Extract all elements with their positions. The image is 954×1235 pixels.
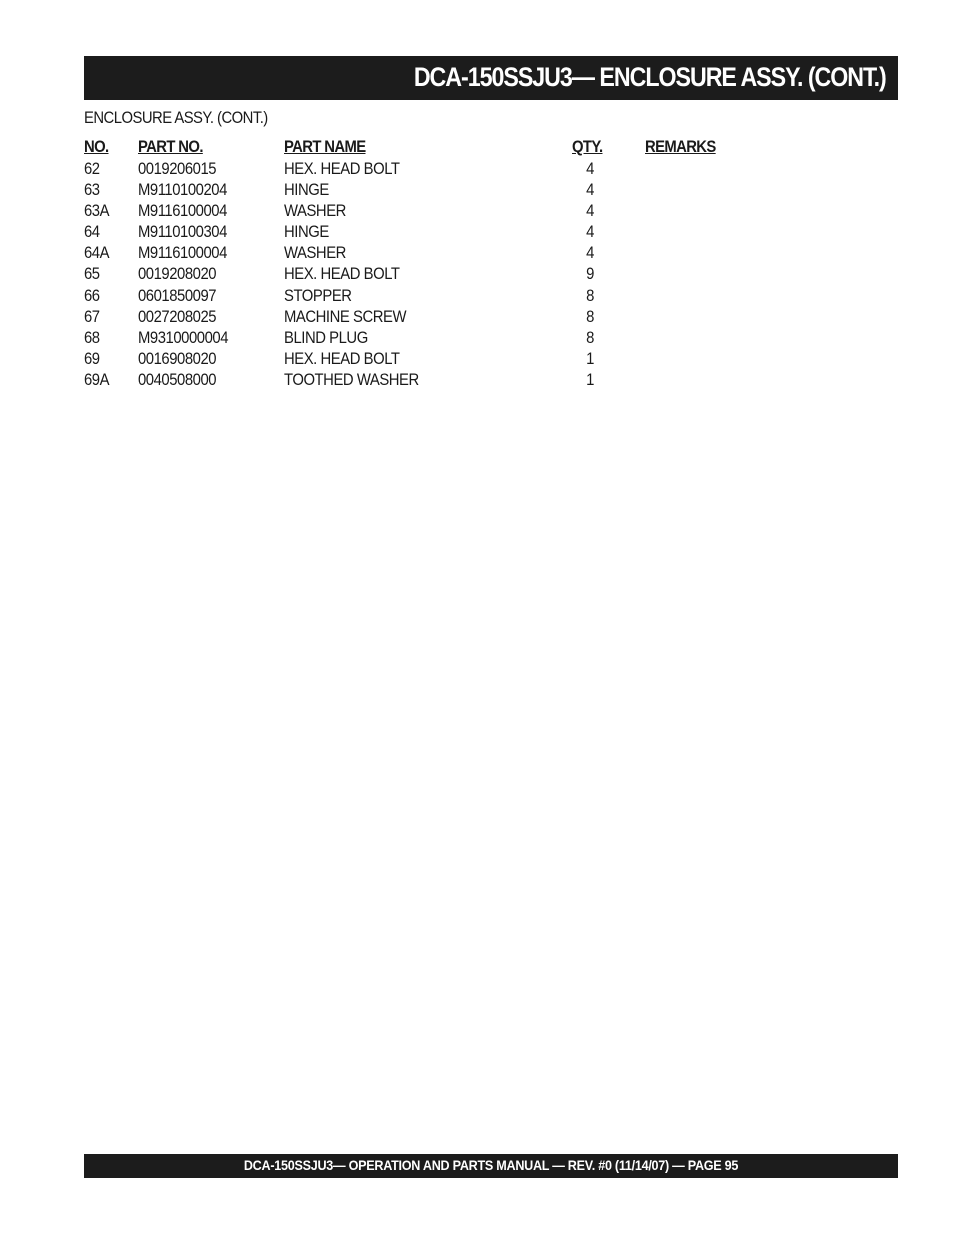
cell-part-no: 0019208020 xyxy=(138,265,217,284)
cell-no: 69 xyxy=(84,349,100,368)
cell-no: 62 xyxy=(84,160,100,178)
cell-no: 64 xyxy=(84,223,100,242)
cell-qty: 4 xyxy=(586,244,594,263)
cell-qty: 4 xyxy=(586,223,594,242)
cell-qty: 4 xyxy=(586,160,594,178)
cell-part-no: M9116100004 xyxy=(138,202,227,221)
cell-qty: 8 xyxy=(586,286,594,305)
column-header-part-no: PART NO. xyxy=(138,138,203,156)
cell-qty: 4 xyxy=(586,181,594,200)
column-header-no: NO. xyxy=(84,138,109,156)
column-header-part-name: PART NAME xyxy=(284,138,366,156)
cell-part-name: HEX. HEAD BOLT xyxy=(284,160,400,178)
cell-part-name: HEX. HEAD BOLT xyxy=(284,349,400,368)
cell-part-name: TOOTHED WASHER xyxy=(284,370,419,389)
cell-no: 64A xyxy=(84,244,110,263)
cell-qty: 1 xyxy=(586,349,594,368)
cell-no: 66 xyxy=(84,286,100,305)
cell-part-name: HEX. HEAD BOLT xyxy=(284,265,400,284)
parts-table xyxy=(84,138,784,392)
cell-part-no: 0027208025 xyxy=(138,307,217,326)
cell-part-no: M9110100304 xyxy=(138,223,227,242)
cell-part-no: M9110100204 xyxy=(138,181,227,200)
table-row xyxy=(84,308,784,329)
cell-part-name: WASHER xyxy=(284,244,346,263)
table-row xyxy=(84,223,784,244)
footer-bar xyxy=(84,1154,898,1178)
table-row xyxy=(84,244,784,265)
table-row xyxy=(84,350,784,371)
table-row xyxy=(84,371,784,392)
cell-part-no: 0601850097 xyxy=(138,286,217,305)
section-heading: ENCLOSURE ASSY. (CONT.) xyxy=(84,109,268,127)
table-row xyxy=(84,287,784,308)
cell-part-no: M9310000004 xyxy=(138,328,229,347)
cell-part-name: STOPPER xyxy=(284,286,352,305)
table-row xyxy=(84,265,784,286)
cell-qty: 1 xyxy=(586,370,594,389)
cell-qty: 9 xyxy=(586,265,594,284)
cell-no: 69A xyxy=(84,370,110,389)
table-row xyxy=(84,329,784,350)
cell-part-no: 0016908020 xyxy=(138,349,217,368)
cell-part-name: WASHER xyxy=(284,202,346,221)
page-title: DCA-150SSJU3— ENCLOSURE ASSY. (CONT.) xyxy=(414,62,886,92)
cell-qty: 4 xyxy=(586,202,594,221)
table-row xyxy=(84,202,784,223)
column-header-qty: QTY. xyxy=(572,138,603,156)
cell-part-no: M9116100004 xyxy=(138,244,227,263)
cell-part-no: 0040508000 xyxy=(138,370,217,389)
column-header-remarks: REMARKS xyxy=(645,138,716,156)
table-row xyxy=(84,160,784,181)
cell-no: 68 xyxy=(84,328,100,347)
cell-no: 63A xyxy=(84,202,110,221)
cell-no: 67 xyxy=(84,307,100,326)
footer-text: DCA-150SSJU3— OPERATION AND PARTS MANUAL — REV. #0 (11/14/07) — PAGE 95 xyxy=(243,1157,739,1173)
cell-part-no: 0019206015 xyxy=(138,160,217,178)
cell-part-name: MACHINE SCREW xyxy=(284,307,407,326)
title-bar xyxy=(84,56,898,100)
table-body xyxy=(84,160,784,392)
cell-no: 63 xyxy=(84,181,100,200)
cell-qty: 8 xyxy=(586,307,594,326)
cell-part-name: BLIND PLUG xyxy=(284,328,368,347)
table-header-row xyxy=(84,138,784,160)
cell-part-name: HINGE xyxy=(284,223,329,242)
cell-part-name: HINGE xyxy=(284,181,329,200)
cell-qty: 8 xyxy=(586,328,594,347)
cell-no: 65 xyxy=(84,265,100,284)
table-row xyxy=(84,181,784,202)
